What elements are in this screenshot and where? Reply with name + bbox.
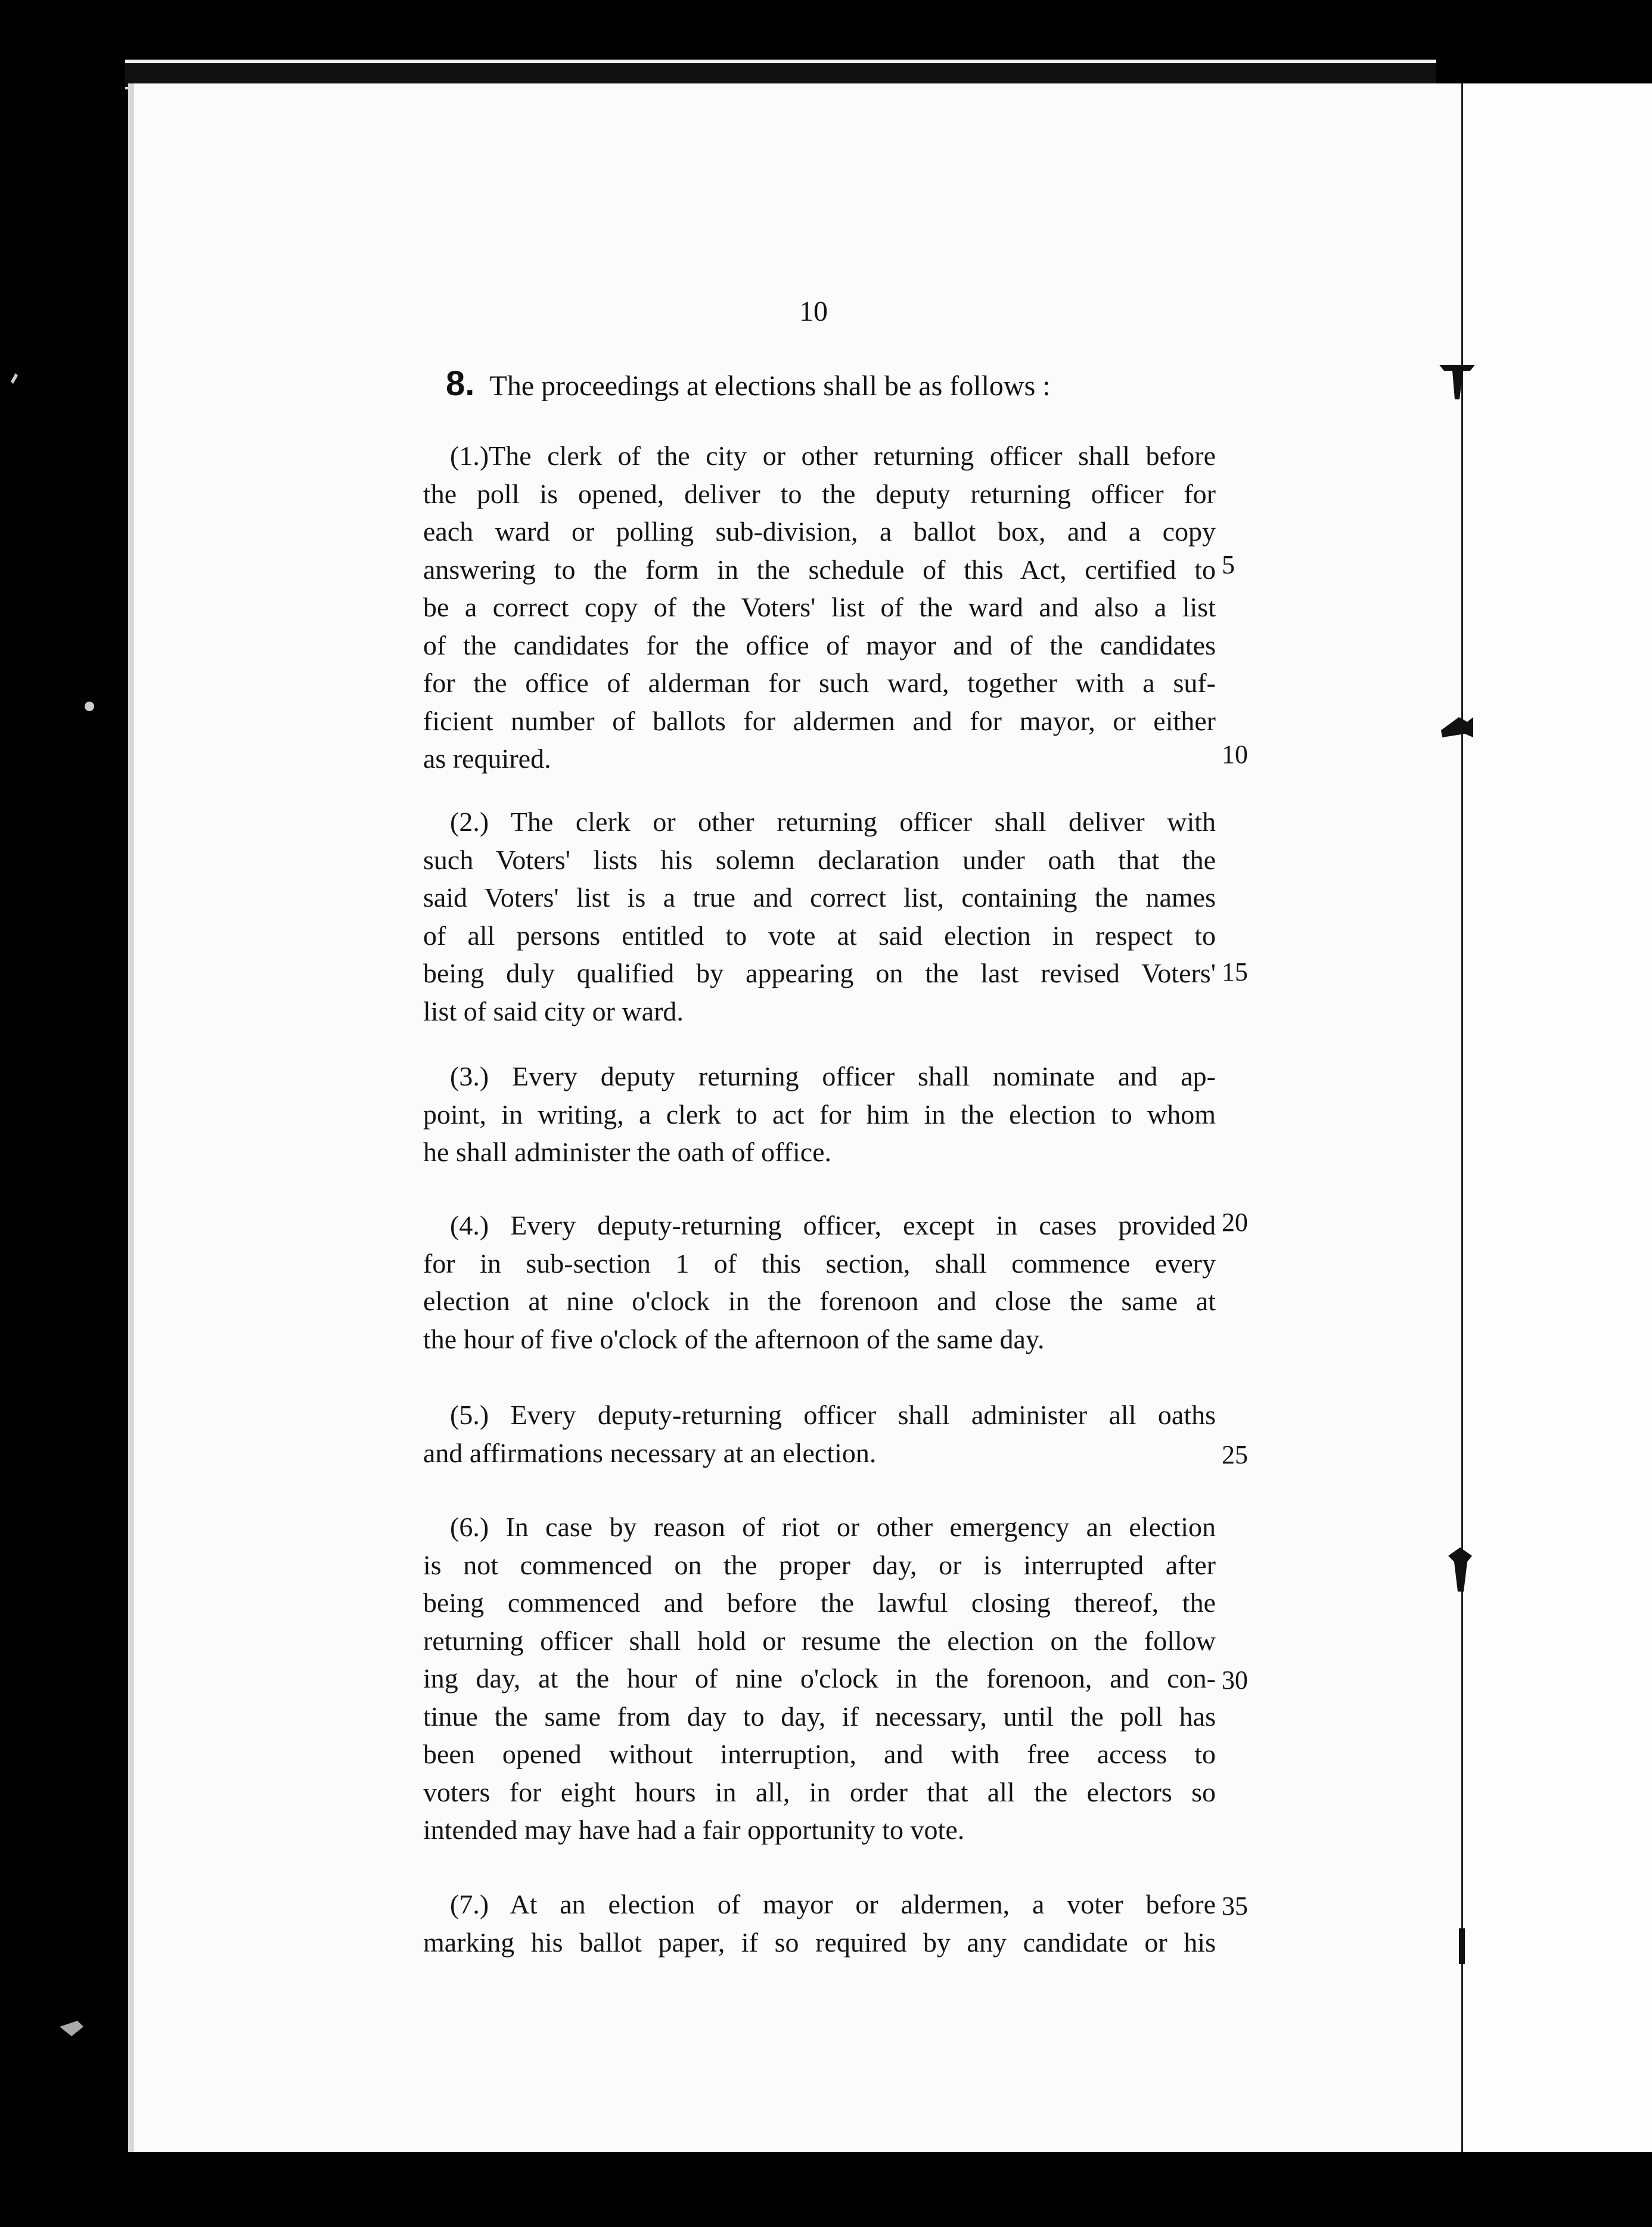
text-line: each ward or polling sub-division, a ballot box, and a copy (423, 516, 1216, 547)
line-number: 10 (1222, 740, 1248, 769)
text-line: (3.) Every deputy returning officer shall nominate and ap- (450, 1061, 1216, 1091)
text-line: answering to the form in the schedule of this Act, certified to (423, 554, 1216, 585)
page-number: 10 (799, 296, 828, 327)
text-line: marking his ballot paper, if so required by any candidate or his (423, 1927, 1216, 1958)
subsection-7 (423, 1885, 1216, 1961)
text-line: be a correct copy of the Voters' list of the ward and also a list (423, 592, 1216, 622)
text-line: for the office of alderman for such ward, together with a suf- (423, 668, 1216, 698)
subsection-2 (423, 803, 1216, 1030)
text-line: list of said city or ward. (423, 995, 684, 1026)
text-line: of all persons entitled to vote at said election in respect to (423, 920, 1216, 951)
text-line: been opened without interruption, and with free access to (423, 1739, 1216, 1769)
text-line: being duly qualified by appearing on the last revised Voters' (423, 958, 1216, 988)
staple-mark-4 (1459, 1928, 1465, 1964)
text-line: and affirmations necessary at an election. (423, 1437, 877, 1468)
line-number: 15 (1222, 957, 1248, 987)
staple-mark-1 (1439, 365, 1475, 399)
staple-mark-2 (1441, 717, 1473, 737)
line-number: 20 (1222, 1208, 1248, 1237)
section-heading (446, 364, 1221, 404)
text-line: for in sub-section 1 of this section, shall commence every (423, 1248, 1216, 1279)
text-line: being commenced and before the lawful closing thereof, the (423, 1587, 1216, 1618)
text-line: said Voters' list is a true and correct list, containing the names (423, 882, 1216, 913)
text-line: such Voters' lists his solemn declaration under oath that the (423, 844, 1216, 875)
text-line: voters for eight hours in all, in order that all the electors so (423, 1776, 1216, 1807)
text-line: is not commenced on the proper day, or is interrupted after (423, 1549, 1216, 1580)
text-line: election at nine o'clock in the forenoon and close the same at (423, 1286, 1216, 1316)
subsection-5 (423, 1396, 1216, 1472)
subsection-6 (423, 1508, 1216, 1849)
text-line: intended may have had a fair opportunity to vote. (423, 1815, 965, 1845)
edge-speck-3 (60, 2021, 83, 2036)
edge-speck-1 (11, 373, 18, 384)
text-line: (4.) Every deputy-returning officer, except in cases provided (450, 1210, 1216, 1240)
text-line: ing day, at the hour of nine o'clock in the forenoon, and con- (423, 1663, 1216, 1693)
subsection-3 (423, 1057, 1216, 1171)
text-line: (5.) Every deputy-returning officer shall administer all oaths (450, 1400, 1216, 1430)
text-line: (1.)The clerk of the city or other returning officer shall before (450, 441, 1216, 471)
section-heading-text: The proceedings at elections shall be as follows : (489, 370, 1051, 402)
text-line: tinue the same from day to day, if necessary, until the poll has (423, 1701, 1216, 1732)
text-line: the poll is opened, deliver to the deputy returning officer for (423, 478, 1216, 509)
subsection-1 (423, 437, 1216, 778)
line-number: 5 (1222, 550, 1235, 579)
edge-speck-2 (85, 702, 94, 711)
text-line: as required. (423, 743, 551, 774)
text-line: returning officer shall hold or resume the election on the follow (423, 1625, 1216, 1656)
text-line: point, in writing, a clerk to act for him in the election to whom (423, 1099, 1216, 1130)
text-line: ficient number of ballots for aldermen and for mayor, or either (423, 705, 1216, 736)
subsection-4 (423, 1206, 1216, 1358)
line-number: 25 (1222, 1440, 1248, 1469)
text-line: (6.) In case by reason of riot or other emergency an election (450, 1512, 1216, 1542)
text-line: (2.) The clerk or other returning officer shall deliver with (450, 807, 1216, 837)
section-number: 8. (446, 364, 475, 403)
text-line: the hour of five o'clock of the afternoon of the same day. (423, 1323, 1045, 1354)
line-number: 30 (1222, 1665, 1248, 1695)
text-line: he shall administer the oath of office. (423, 1137, 832, 1167)
text-line: of the candidates for the office of mayor and of the candidates (423, 629, 1216, 660)
text-line: (7.) At an election of mayor or aldermen, a voter before (450, 1889, 1216, 1919)
staple-mark-3 (1448, 1547, 1472, 1592)
line-number: 35 (1222, 1891, 1248, 1921)
